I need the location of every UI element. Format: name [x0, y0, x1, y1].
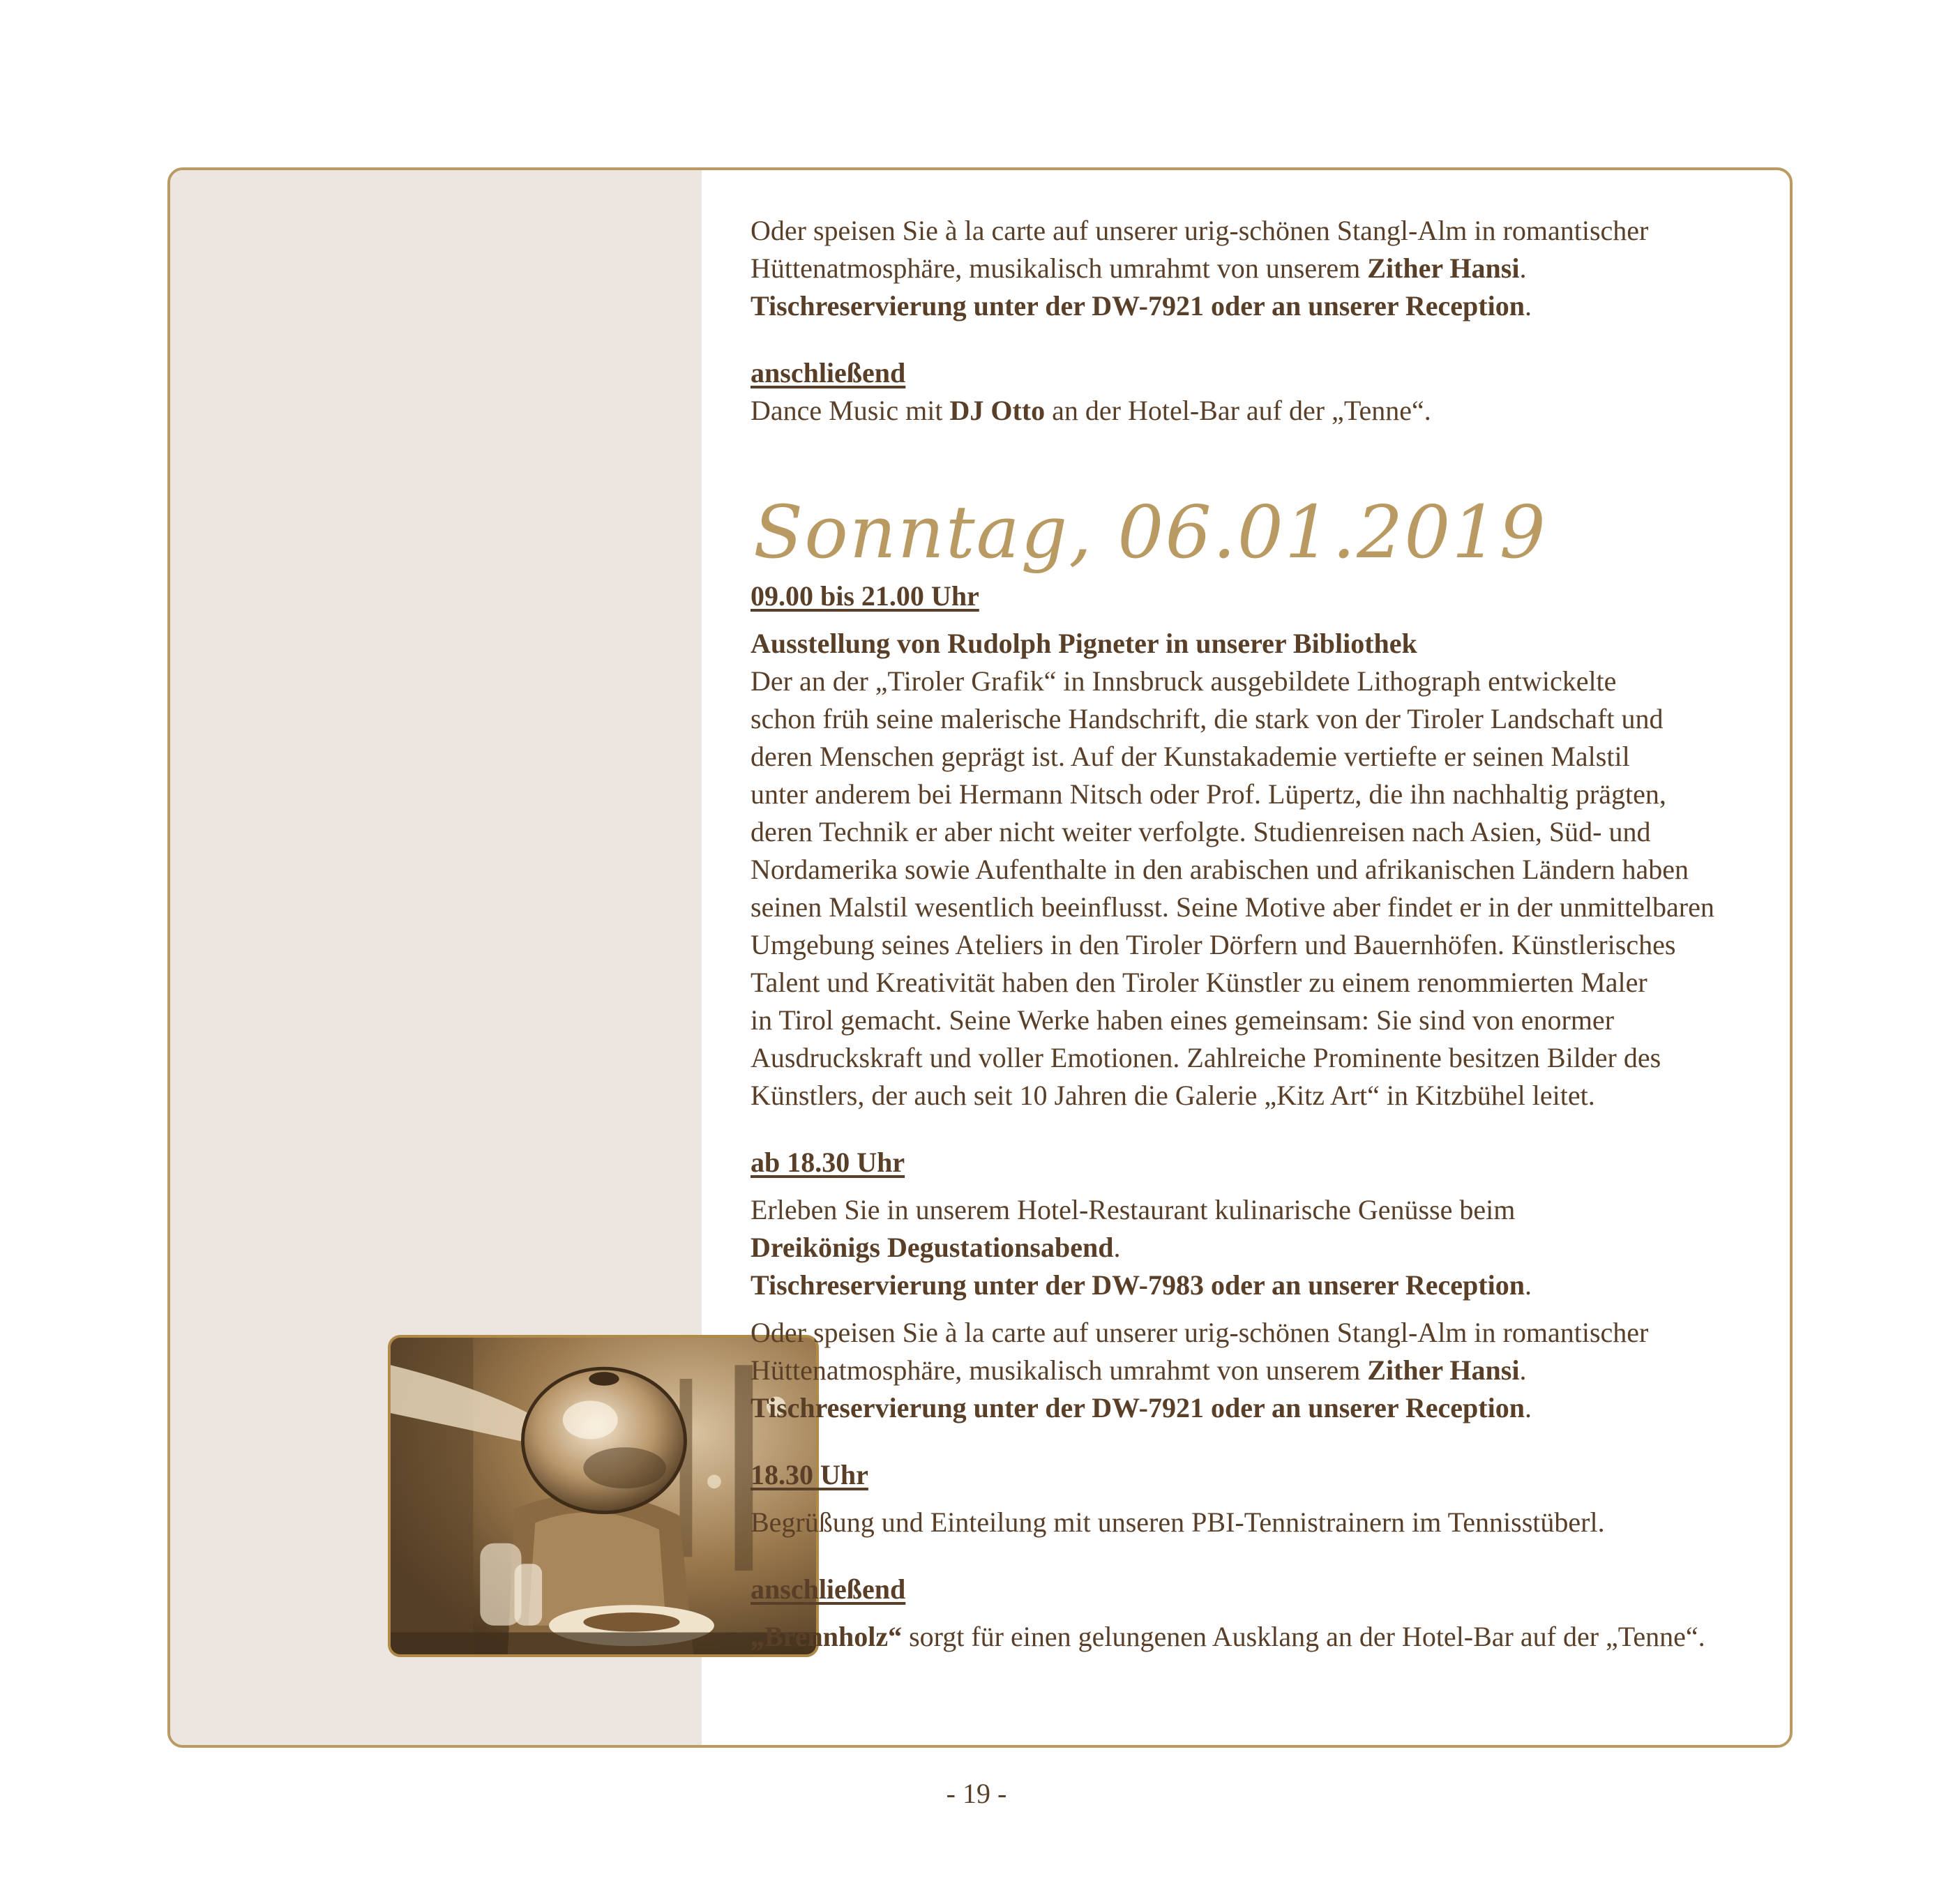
section-heading: anschließend: [751, 357, 906, 388]
description-line: Künstlers, der auch seit 10 Jahren die Galerie „Kitz Art“ in Kitzbühel leitet.: [751, 1080, 1595, 1111]
description-line: Talent und Kreativität haben den Tiroler Künstler zu einem renommierten Maler: [751, 967, 1647, 998]
paragraph-line: Begrüßung und Einteilung mit unseren PBI-Tennistrainern im Tennisstüberl.: [751, 1506, 1605, 1538]
description-line: seinen Malstil wesentlich beeinflusst. Seine Motive aber findet er in der unmittelbaren: [751, 891, 1714, 923]
paragraph-line: Oder speisen Sie à la carte auf unserer urig-schönen Stangl-Alm in romantischer: [751, 215, 1649, 246]
description-line: in Tirol gemacht. Seine Werke haben eines gemeinsam: Sie sind von enormer: [751, 1004, 1615, 1036]
description-line: schon früh seine malerische Handschrift, die stark von der Tiroler Landschaft und: [751, 703, 1664, 734]
description-line: Der an der „Tiroler Grafik“ in Innsbruck ausgebildete Lithograph entwickelte: [751, 665, 1617, 697]
event-time: 18.30 Uhr: [751, 1459, 868, 1490]
performer-name: DJ Otto: [949, 395, 1046, 426]
program-content: [751, 212, 1783, 1656]
event-time: ab 18.30 Uhr: [751, 1147, 905, 1178]
paragraph-line: Dreikönigs Degustationsabend.: [751, 1232, 1121, 1263]
description-line: Nordamerika sowie Aufenthalte in den arabischen und afrikanischen Ländern haben: [751, 854, 1689, 885]
description-line: unter anderem bei Hermann Nitsch oder Prof. Lüpertz, die ihn nachhaltig prägten,: [751, 778, 1666, 810]
section-heading: anschließend: [751, 1573, 906, 1605]
reservation-note: Tischreservierung unter der DW-7921 oder an unserer Reception.: [751, 1392, 1532, 1423]
paragraph-line: Oder speisen Sie à la carte auf unserer urig-schönen Stangl-Alm in romantischer: [751, 1317, 1649, 1348]
event-time: 09.00 bis 21.00 Uhr: [751, 580, 979, 612]
performer-name: Zither Hansi: [1367, 1354, 1520, 1386]
description-line: Umgebung seines Ateliers in den Tiroler Dörfern und Bauernhöfen. Künstlerisches: [751, 929, 1676, 960]
event-title: Ausstellung von Rudolph Pigneter in unserer Bibliothek: [751, 628, 1417, 659]
event-description: [751, 663, 1783, 1115]
paragraph-line: Hüttenatmosphäre, musikalisch umrahmt von unserem Zither Hansi.: [751, 1354, 1527, 1386]
description-line: deren Menschen geprägt ist. Auf der Kunstakademie vertiefte er seinen Malstil: [751, 741, 1630, 772]
reservation-note: Tischreservierung unter der DW-7921 oder an unserer Reception.: [751, 290, 1532, 322]
sidebar-panel: [170, 170, 702, 1745]
paragraph-line: Dance Music mit DJ Otto an der Hotel-Bar auf der „Tenne“.: [751, 395, 1431, 426]
event-name: Dreikönigs Degustationsabend: [751, 1232, 1114, 1263]
band-name: „Brennholz“: [751, 1621, 903, 1652]
content-frame: [167, 167, 1793, 1748]
page-number: - 19 -: [946, 1778, 1007, 1809]
day-title: Sonntag, 06.01.2019: [753, 490, 1547, 575]
paragraph-line: „Brennholz“ sorgt für einen gelungenen Ausklang an der Hotel-Bar auf der „Tenne“.: [751, 1621, 1705, 1652]
paragraph-line: Erleben Sie in unserem Hotel-Restaurant kulinarische Genüsse beim: [751, 1194, 1516, 1225]
reservation-note: Tischreservierung unter der DW-7983 oder an unserer Reception.: [751, 1269, 1532, 1301]
description-line: Ausdruckskraft und voller Emotionen. Zahlreiche Prominente besitzen Bilder des: [751, 1042, 1661, 1073]
paragraph-line: Hüttenatmosphäre, musikalisch umrahmt von unserem Zither Hansi.: [751, 252, 1527, 284]
description-line: deren Technik er aber nicht weiter verfolgte. Studienreisen nach Asien, Süd- und: [751, 816, 1651, 847]
performer-name: Zither Hansi: [1367, 252, 1520, 284]
